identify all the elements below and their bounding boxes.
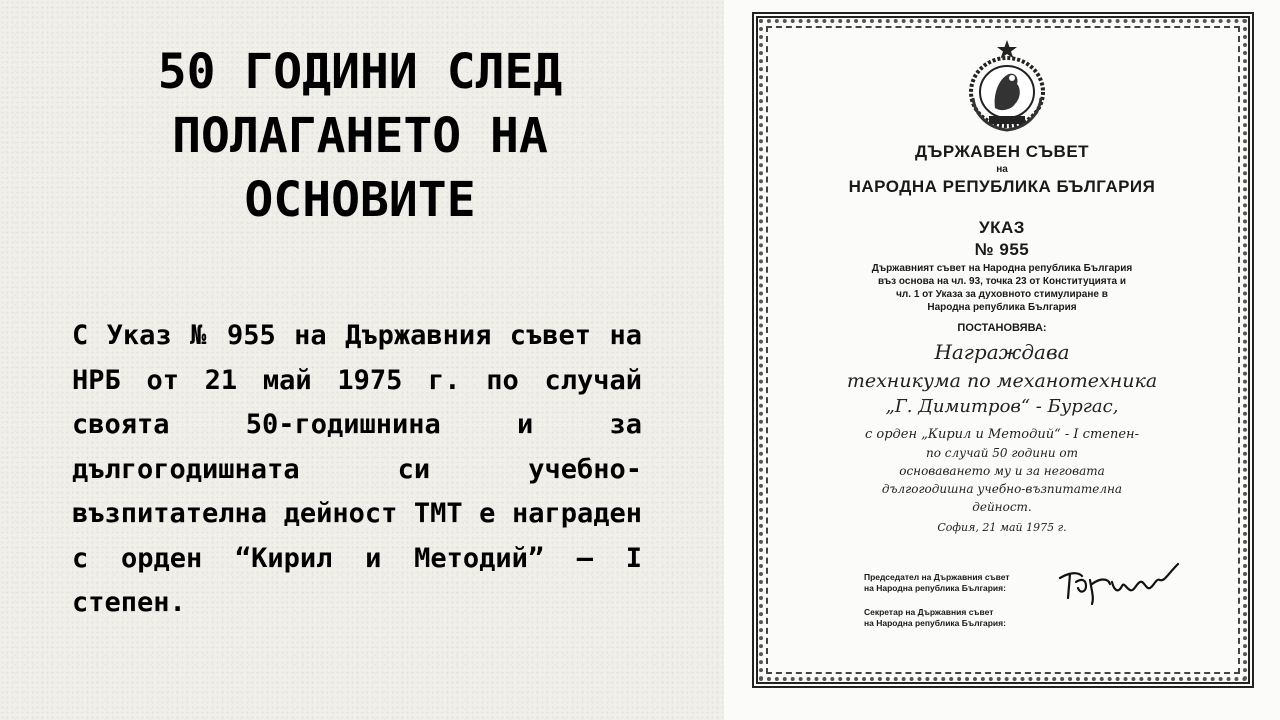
preamble-line-4: Народна република България	[927, 302, 1077, 313]
preamble-line-1: Държавният съвет на Народна република България	[871, 263, 1133, 274]
document-heading-line1: ДЪРЖАВЕН СЪВЕТ	[914, 142, 1090, 161]
decree-title: УКАЗ	[979, 218, 1025, 237]
preamble-line-2: въз основа на чл. 93, точка 23 от Конституцията и	[877, 276, 1127, 287]
document-heading-na: на	[996, 164, 1008, 175]
signature-icon	[1056, 558, 1186, 608]
reason-line-4: дейност.	[972, 500, 1032, 514]
awards-word: Награждава	[934, 340, 1070, 364]
reason-line-2: основаването му и за неговата	[899, 464, 1105, 478]
decides-label: ПОСТАНОВЯВА:	[957, 322, 1047, 334]
reason-line-1: по случай 50 години от	[925, 446, 1078, 460]
coat-of-arms-icon	[965, 38, 1049, 134]
chairman-label-line-1: Председател на Държавния съвет	[864, 572, 1010, 582]
secretary-label-line-2: на Народна република България:	[864, 618, 1006, 628]
reason-line-3: дългогодишна учебно-възпитателна	[881, 482, 1123, 496]
place-and-date: София, 21 май 1975 г.	[937, 521, 1067, 534]
recipient-line-2: „Г. Димитров“ - Бургас,	[885, 396, 1119, 417]
decree-document-photo	[724, 0, 1280, 720]
preamble-line-3: чл. 1 от Указа за духовното стимулиране в	[896, 289, 1108, 300]
order-line: с орден „Кирил и Методий“ - I степен-	[864, 427, 1139, 442]
secretary-label-line-1: Секретар на Държавния съвет	[864, 607, 994, 617]
slide-body-text: С Указ № 955 на Държавния съвет на НРБ от 21 май 1975 г. по случай своята 50-годишнина и за дългогодишната си учебно-възпитателна дейност ТМТ е награден с орден “Кирил и Методий” – I степен.	[72, 320, 642, 618]
document-heading-line2: НАРОДНА РЕПУБЛИКА БЪЛГАРИЯ	[848, 177, 1156, 196]
recipient-line-1: техникума по механотехника	[846, 370, 1158, 392]
chairman-label-line-2: на Народна република България:	[864, 583, 1006, 593]
decree-number: № 955	[974, 240, 1030, 259]
slide-title: 50 ГОДИНИ СЛЕД ПОЛАГАНЕТО НА ОСНОВИТЕ	[157, 44, 563, 228]
